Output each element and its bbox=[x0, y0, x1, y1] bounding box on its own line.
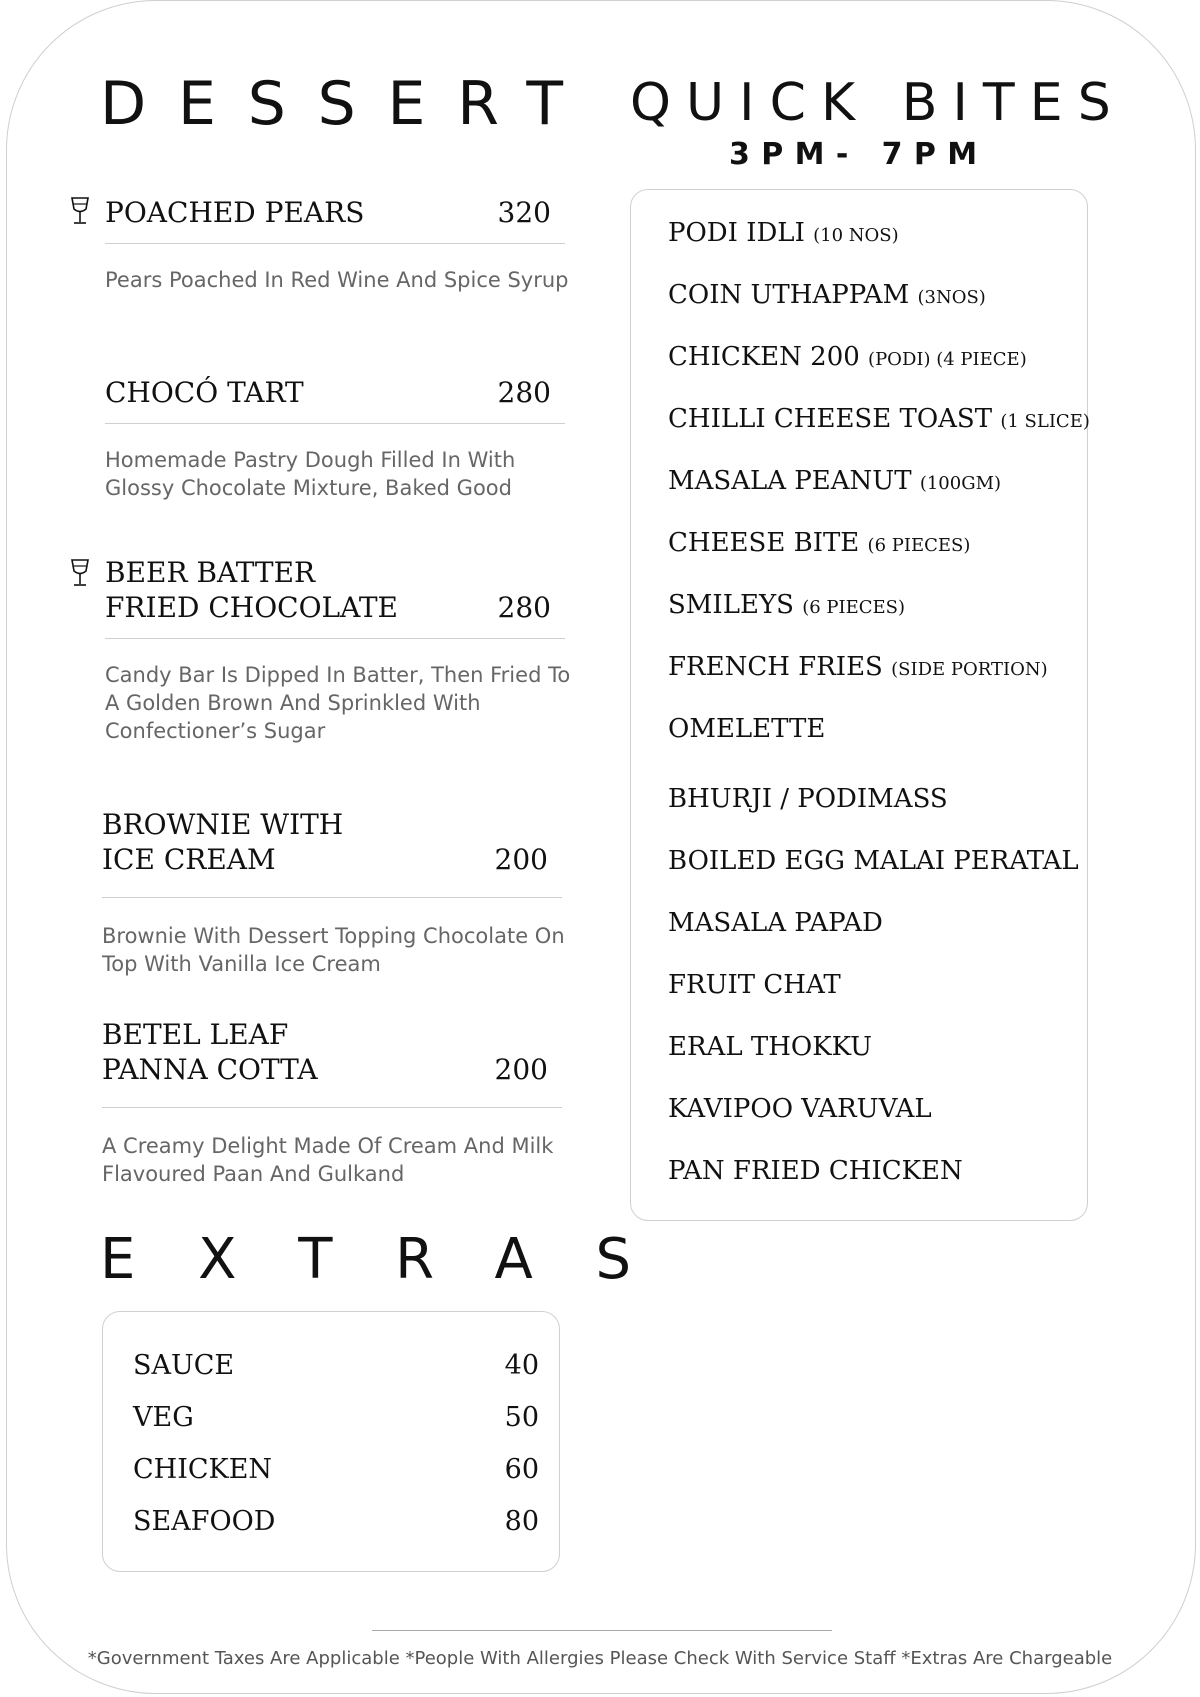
divider bbox=[102, 897, 562, 898]
dish-description: Brownie With Dessert Topping Chocolate On Top With Vanilla Ice Cream bbox=[102, 924, 565, 976]
dish-price: 320 bbox=[497, 196, 551, 229]
dish-name: BROWNIE WITH bbox=[102, 808, 344, 841]
quick-bites-hours: 3PM- 7PM bbox=[729, 137, 989, 172]
dessert-item-poached-pears bbox=[105, 190, 569, 292]
dessert-item-betel-leaf-panna-cotta bbox=[102, 1017, 562, 1186]
footer-divider bbox=[372, 1630, 832, 1631]
extra-price: 40 bbox=[504, 1350, 539, 1381]
divider bbox=[105, 423, 565, 424]
quick-bite-item: ERAL THOKKU bbox=[668, 1032, 873, 1062]
quick-bite-item: BOILED EGG MALAI PERATAL bbox=[668, 846, 1079, 876]
extra-name: SAUCE bbox=[133, 1350, 235, 1381]
extra-price: 60 bbox=[504, 1454, 539, 1485]
quick-bite-item: PODI IDLI (10 NOS) bbox=[668, 218, 899, 248]
quick-bite-item: PAN FRIED CHICKEN bbox=[668, 1156, 963, 1186]
dish-description: Candy Bar Is Dipped In Batter, Then Fried To A Golden Brown And Sprinkled With Confectioner’s Sugar bbox=[105, 663, 571, 743]
extra-name: VEG bbox=[133, 1402, 194, 1433]
extra-item bbox=[133, 1348, 539, 1384]
extra-price: 80 bbox=[504, 1506, 539, 1537]
dessert-heading: DESSERT bbox=[100, 69, 595, 139]
dish-name: ICE CREAM bbox=[102, 843, 276, 876]
extra-item bbox=[133, 1504, 539, 1540]
dish-name: POACHED PEARS bbox=[105, 196, 365, 229]
wine-glass-icon bbox=[69, 558, 91, 588]
dish-description: A Creamy Delight Made Of Cream And Milk Flavoured Paan And Gulkand bbox=[102, 1134, 554, 1186]
extra-item bbox=[133, 1452, 539, 1488]
dessert-item-beer-batter-fried-chocolate bbox=[105, 555, 571, 743]
footer-note: *Government Taxes Are Applicable *People With Allergies Please Check With Service Staff *Extras Are Chargeable bbox=[87, 1648, 1113, 1669]
divider bbox=[105, 638, 565, 639]
extra-price: 50 bbox=[504, 1402, 539, 1433]
quick-bite-item: CHEESE BITE (6 PIECES) bbox=[668, 528, 971, 558]
extra-name: CHICKEN bbox=[133, 1454, 273, 1485]
quick-bite-item: MASALA PAPAD bbox=[668, 908, 883, 938]
dish-name: CHOCÓ TART bbox=[105, 376, 304, 409]
dish-name: BEER BATTER bbox=[105, 556, 316, 589]
dish-name: FRIED CHOCOLATE bbox=[105, 591, 398, 624]
dish-price: 280 bbox=[497, 591, 551, 624]
dish-price: 200 bbox=[494, 843, 548, 876]
extras-box bbox=[102, 1311, 560, 1572]
dish-name: PANNA COTTA bbox=[102, 1053, 318, 1086]
quick-bite-item: FRUIT CHAT bbox=[668, 970, 841, 1000]
quick-bite-item: KAVIPOO VARUVAL bbox=[668, 1094, 932, 1124]
quick-bites-heading: QUICK BITES bbox=[630, 73, 1126, 133]
quick-bite-item: CHILLI CHEESE TOAST (1 SLICE) bbox=[668, 404, 1090, 434]
quick-bite-item: OMELETTE bbox=[668, 714, 826, 744]
dish-price: 280 bbox=[497, 376, 551, 409]
quick-bite-item: MASALA PEANUT (100GM) bbox=[668, 466, 1002, 496]
dish-description: Pears Poached In Red Wine And Spice Syrup bbox=[105, 268, 569, 292]
quick-bite-item: CHICKEN 200 (PODI) (4 PIECE) bbox=[668, 342, 1027, 372]
dessert-item-brownie-with-ice-cream bbox=[102, 807, 565, 976]
dish-price: 200 bbox=[494, 1053, 548, 1086]
extras-heading: EXTRAS bbox=[100, 1227, 694, 1292]
quick-bites-box bbox=[630, 189, 1088, 1221]
quick-bite-item: COIN UTHAPPAM (3NOS) bbox=[668, 280, 986, 310]
divider bbox=[102, 1107, 562, 1108]
extra-name: SEAFOOD bbox=[133, 1506, 276, 1537]
dish-description: Homemade Pastry Dough Filled In With Glossy Chocolate Mixture, Baked Good bbox=[105, 448, 516, 500]
dish-name: BETEL LEAF bbox=[102, 1018, 289, 1051]
quick-bite-item: SMILEYS (6 PIECES) bbox=[668, 590, 906, 620]
quick-bite-item: BHURJI / PODIMASS bbox=[668, 784, 948, 814]
extra-item bbox=[133, 1400, 539, 1436]
wine-glass-icon bbox=[69, 196, 91, 226]
dessert-item-choco-tart bbox=[105, 370, 565, 500]
divider bbox=[105, 243, 565, 244]
quick-bite-item: FRENCH FRIES (SIDE PORTION) bbox=[668, 652, 1048, 682]
